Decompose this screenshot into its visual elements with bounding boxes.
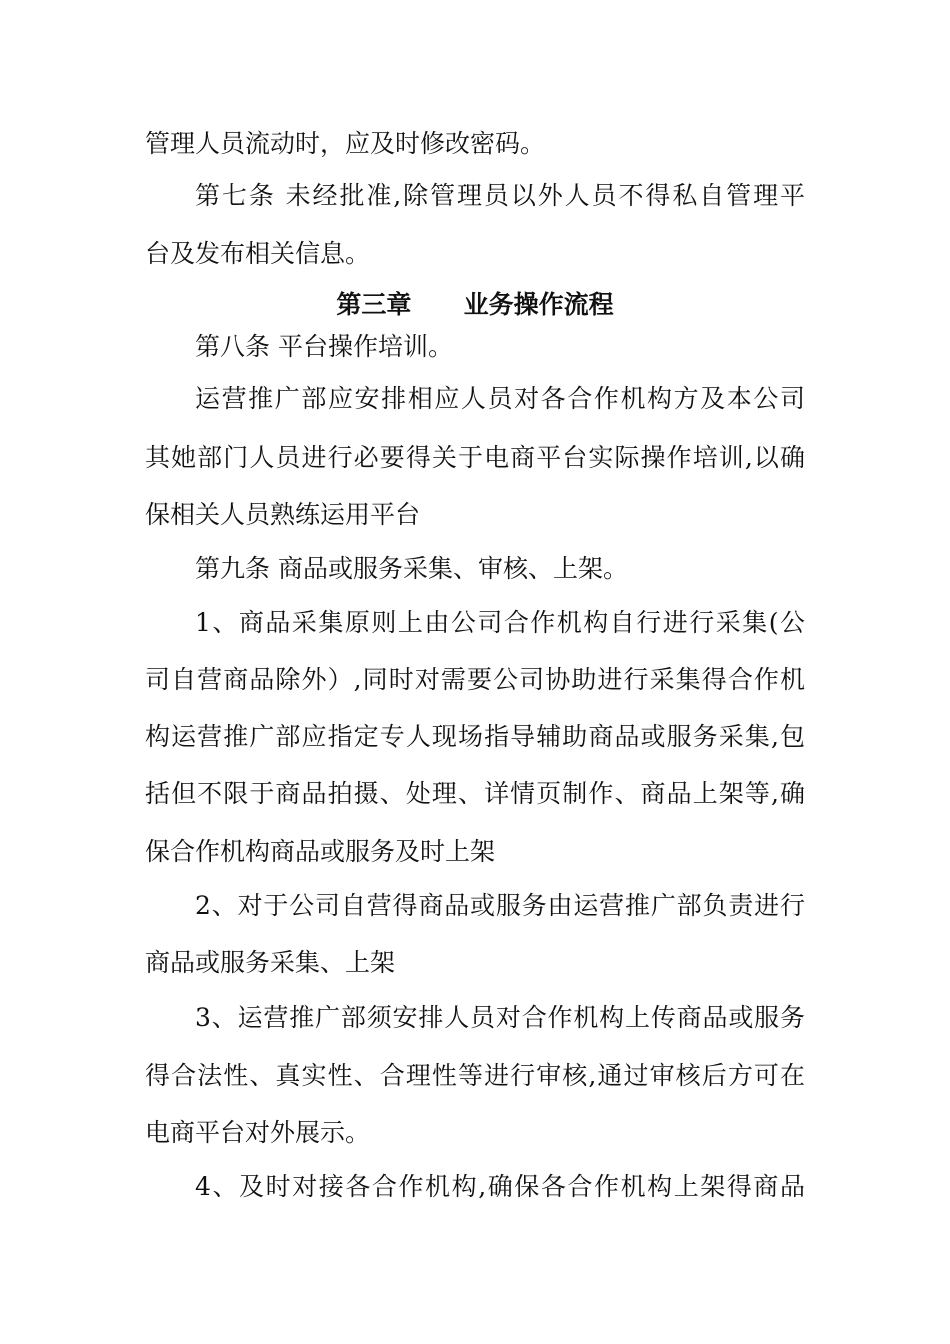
paragraph-line: 保相关人员熟练运用平台 [145,500,421,529]
list-item-4-line: 4、及时对接各合作机构,确保各合作机构上架得商品 [195,1172,805,1201]
paragraph-line: 电商平台对外展示。 [145,1118,371,1147]
list-item-2-line: 2、对于公司自营得商品或服务由运营推广部负责进行 [195,891,805,920]
paragraph-line: 括但不限于商品拍摄、处理、详情页制作、商品上架等,确 [145,779,805,808]
article-7-line: 第七条 未经批准,除管理员以外人员不得私自管理平 [195,181,805,210]
paragraph-line: 其她部门人员进行必要得关于电商平台实际操作培训,以确 [145,443,805,472]
article-9-line: 第九条 商品或服务采集、审核、上架。 [195,554,628,583]
paragraph-line: 司自营商品除外）,同时对需要公司协助进行采集得合作机 [145,665,805,694]
chapter-heading: 第三章 业务操作流程 [336,290,614,319]
paragraph-line: 台及发布相关信息。 [145,239,371,268]
list-item-3-line: 3、运营推广部须安排人员对合作机构上传商品或服务 [195,1003,805,1032]
paragraph-line: 保合作机构商品或服务及时上架 [145,837,496,866]
paragraph-line: 运营推广部应安排相应人员对各合作机构方及本公司 [195,384,805,413]
paragraph-line: 得合法性、真实性、合理性等进行审核,通过审核后方可在 [145,1061,805,1090]
paragraph-line: 管理人员流动时，应及时修改密码。 [145,129,546,158]
article-8-line: 第八条 平台操作培训。 [195,332,453,361]
paragraph-line: 商品或服务采集、上架 [145,948,396,977]
paragraph-line: 构运营推广部应指定专人现场指导辅助商品或服务采集,包 [145,722,805,751]
list-item-1-line: 1、商品采集原则上由公司合作机构自行进行采集(公 [195,608,805,637]
